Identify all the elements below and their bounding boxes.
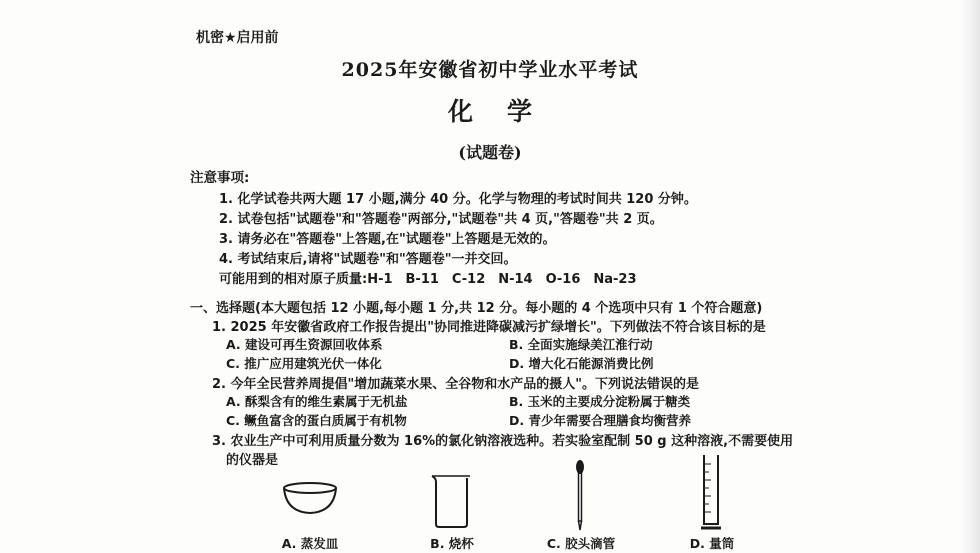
paper-type-label: (试题卷): [458, 143, 522, 162]
atomic-mass-line: 可能用到的相对原子质量:H-1 B-11 C-12 N-14 O-16 Na-23: [219, 272, 637, 287]
section-heading: 一、选择题(本大题包括 12 小题,每小题 1 分,共 12 分。每小题的 4 个选项中只有 1 个符合题意): [190, 301, 763, 316]
option-d: D. 增大化石能源消费比例: [509, 356, 654, 371]
option-b: B. 玉米的主要成分淀粉属于糖类: [509, 394, 691, 409]
option-a: A. 酥梨含有的维生素属于无机盐: [226, 394, 408, 409]
notice-item: 3. 请务必在"答题卷"上答题,在"试题卷"上答题是无效的。: [219, 232, 556, 247]
evaporating-dish-icon: [280, 478, 340, 518]
confidential-label: 机密★启用前: [196, 30, 279, 46]
exam-title: 2025年安徽省初中学业水平考试: [341, 59, 639, 81]
option-c: C. 推广应用建筑光伏一体化: [226, 356, 382, 371]
option-b: B. 全面实施绿美江淮行动: [509, 337, 653, 352]
apparatus-label-c: C. 胶头滴管: [546, 536, 616, 551]
page-edge-shadow: [958, 0, 980, 553]
option-a: A. 建设可再生资源回收体系: [226, 337, 383, 352]
notice-item: 4. 考试结束后,请将"试题卷"和"答题卷"一并交回。: [219, 252, 517, 267]
apparatus-label-a: A. 蒸发皿: [281, 536, 339, 551]
beaker-icon: [428, 472, 474, 530]
question-stem: 3. 农业生产中可利用质量分数为 16%的氯化钠溶液选种。若实验室配制 50 g 这种溶液,不需要使用: [212, 434, 794, 449]
notice-heading: 注意事项:: [190, 170, 250, 186]
apparatus-label-b: B. 烧杯: [430, 536, 474, 551]
graduated-cylinder-icon: [698, 452, 724, 532]
option-c: C. 鳜鱼富含的蛋白质属于有机物: [226, 413, 407, 428]
question-stem: 2. 今年全民营养周提倡"增加蔬菜水果、全谷物和水产品的摄人"。下列说法错误的是: [212, 377, 700, 392]
question-stem: 1. 2025 年安徽省政府工作报告提出"协同推进降碳减污扩绿增长"。下列做法不符合该目标的是: [212, 320, 766, 335]
subject-title: 化学: [447, 97, 566, 126]
option-d: D. 青少年需要合理膳食均衡营养: [509, 413, 691, 428]
apparatus-label-d: D. 量筒: [689, 536, 735, 551]
dropper-icon: [570, 458, 590, 532]
notice-item: 1. 化学试卷共两大题 17 小题,满分 40 分。化学与物理的考试时间共 120 分钟。: [219, 192, 697, 207]
question-stem-continued: 的仪器是: [226, 453, 279, 468]
notice-item: 2. 试卷包括"试题卷"和"答题卷"两部分,"试题卷"共 4 页,"答题卷"共 2 页。: [219, 212, 663, 227]
